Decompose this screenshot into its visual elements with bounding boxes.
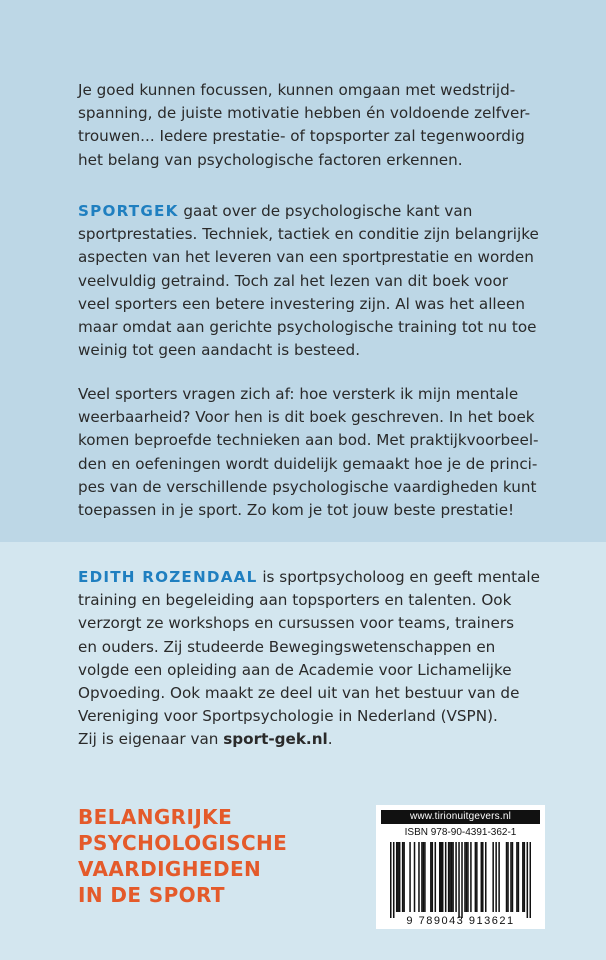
barcode-bar [397,842,399,912]
barcode-bar [449,842,451,912]
barcode-bar [467,842,469,912]
barcode-bar [432,842,434,912]
barcode-bar [476,842,478,912]
barcode-bar [530,842,531,918]
audience-paragraph: Veel sporters vragen zich af: hoe versterk ik mijn mentale weerbaarheid? Voor hen is dit boek geschreven. In het boek komen beproefde technieken aan bod. Met praktijkvoorbeel- den en oefeningen wordt duidelijk gemaakt hoe je de princi- pes van de verschillende psychologische vaardigheden kunt toepassen in je sport. Zo kom je tot jouw beste prestatie! [78,385,539,520]
barcode-bar [448,842,450,912]
barcode-bar [435,842,437,912]
barcode-bar [445,842,447,912]
barcode-bar [470,842,472,912]
barcode-bar [481,842,483,912]
barcode-bar [466,842,468,912]
barcode-bar [423,842,425,912]
barcode-bar [424,842,426,912]
tagline-line: IN DE SPORT [78,883,225,907]
barcode-box [376,805,545,929]
about-book-text: gaat over de psychologische kant van sportprestaties. Techniek, tactiek en conditie zijn belangrijke aspecten van het leveren van een sportprestatie en worden veelvuldig getraind. Toch zal het lezen van dit boek voor veel sporters een betere investering zijn. Al was het alleen maar omdat aan gerichte psychologische training tot nu toe weinig tot geen aandacht is besteed. [78,202,539,360]
intro-paragraph: Je goed kunnen focussen, kunnen omgaan met wedstrijd- spanning, de juiste motivatie hebben én voldoende zelfver- trouwen... Iedere prestatie- of topsporter zal tegenwoordig het belang van psychologische factoren erkennen. [78,81,531,169]
barcode-bar [464,842,466,912]
barcode-bar [475,842,477,912]
barcode-bar [393,842,395,918]
tagline-line: PSYCHOLOGISCHE [78,831,288,855]
barcode-bar [390,842,392,918]
author-bio: is sportpsycholoog en geeft mentale training en begeleiding aan topsporters en talenten. Ook verzorgt ze workshops en cursussen voor teams, trainers en ouders. Zij studeerde Bewegingswetenschappen en volgde een opleiding aan de Academie voor Lichamelijke Opvoeding. Ook maakt ze deel uit van het bestuur van de Vereniging voor Sportpsychologie in Nederland (VSPN). Zij is eigenaar van [78,568,540,749]
barcode-bar [461,842,463,918]
tagline-line: BELANGRIJKE [78,805,233,829]
barcode-bar [516,842,518,912]
barcode-bar [455,842,457,912]
barcode-bar [507,842,509,912]
barcode-bar [403,842,405,912]
barcode-digits: 9 789043 913621 [406,915,515,927]
barcode-bar [399,842,401,912]
barcode-bar [439,842,441,912]
barcode-bar [522,842,524,912]
barcode-bar [510,842,512,912]
barcode-bar [498,842,500,912]
barcode-bar [418,842,420,912]
barcode-bar [512,842,514,912]
barcode-bar [409,842,411,912]
barcode-bar [452,842,454,912]
barcode-bar [495,842,497,912]
barcode-bar [440,842,442,912]
book-title: SPORTGEK [78,202,179,220]
barcode-bar [506,842,508,912]
tagline-line: VAARDIGHEDEN [78,857,262,881]
barcode-bars [390,842,531,918]
author-website: sport-gek.nl [223,730,328,749]
barcode-bar [485,842,487,912]
barcode-bar [482,842,484,912]
barcode-bar [430,842,432,912]
barcode-bar [442,842,444,912]
barcode-bar [492,842,494,912]
author-paragraph [78,566,558,752]
barcode-bar [518,842,520,912]
barcode-bar [527,842,529,918]
author-name: EDITH ROZENDAAL [78,568,258,586]
barcode-bar [421,842,423,912]
barcode-bar [524,842,526,912]
barcode-bar [451,842,453,912]
about-book-paragraph [78,200,558,362]
isbn-label: ISBN 978-90-4391-362-1 [404,827,517,838]
barcode-bar [414,842,416,912]
publisher-url: www.tirionuitgevers.nl [381,810,540,824]
tagline [78,804,358,908]
barcode-bar [402,842,404,912]
barcode-bar [396,842,398,912]
barcode-bar [458,842,460,918]
author-bio-end: . [327,730,333,749]
